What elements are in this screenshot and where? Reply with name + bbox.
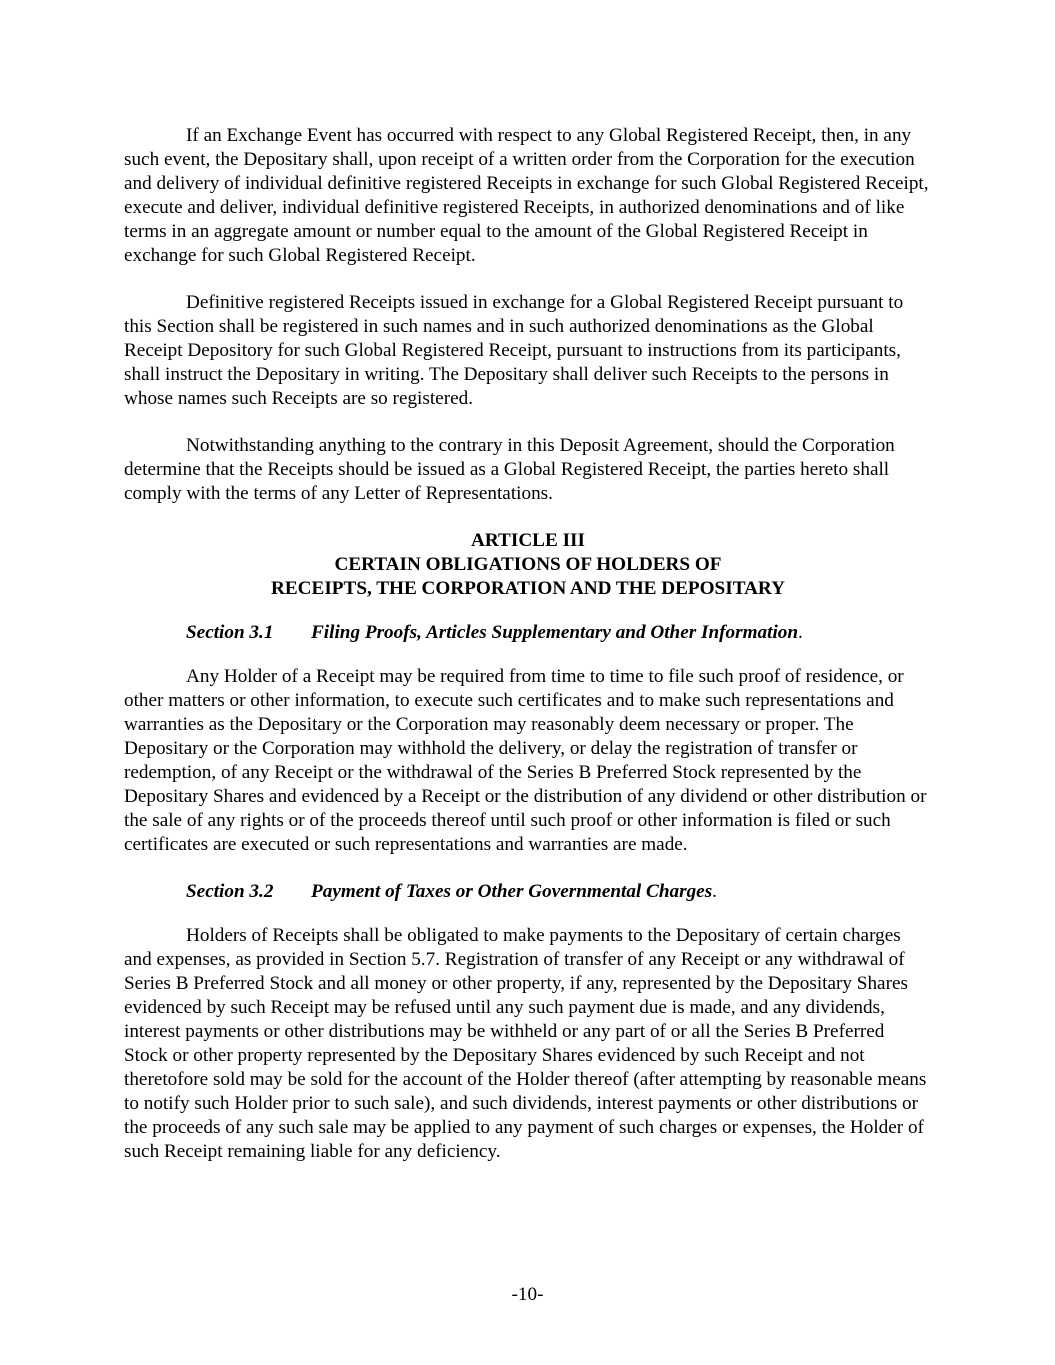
section-number: Section 3.1 xyxy=(186,622,274,643)
section-title: Payment of Taxes or Other Governmental Charges xyxy=(311,881,713,902)
section-body-3-2: Holders of Receipts shall be obligated to make payments to the Depositary of certain charges and expenses, as provided in Section 5.7. Registration of transfer of any Receipt or any withdrawal of Series B Preferred Stock and all money or other property, if any, represented by the Depositary Shares evidenced by such Receipt may be refused until any such payment due is made, and any dividends, interest payments or other distributions may be withheld or any part of or all the Series B Preferred Stock or other property represented by the Depositary Shares evidenced by such Receipt and not theretofore sold may be sold for the account of the Holder thereof (after attempting by reasonable means to notify such Holder prior to such sale), and such dividends, interest payments or other distributions or the proceeds of any such sale may be applied to any payment of such charges or expenses, the Holder of such Receipt remaining liable for any deficiency. xyxy=(124,925,927,1162)
section-heading-3-2 xyxy=(124,880,932,904)
article-heading xyxy=(124,529,932,601)
page-number: -10- xyxy=(511,1284,544,1305)
document-page xyxy=(124,124,932,1187)
section-body-3-1: Any Holder of a Receipt may be required from time to time to file such proof of residence, or other matters or other information, to execute such certificates and to make such representations and warranties as the Depositary or the Corporation may reasonably deem necessary or proper. The Depositary or the Corporation may withhold the delivery, or delay the registration of transfer or redemption, of any Receipt or the withdrawal of the Series B Preferred Stock represented by the Depositary Shares and evidenced by a Receipt or the distribution of any dividend or other distribution or the sale of any rights or of the proceeds thereof until such proof or other information is filed or such certificates are executed or such representations and warranties are made. xyxy=(124,666,927,855)
paragraph-notwithstanding: Notwithstanding anything to the contrary in this Deposit Agreement, should the Corporation determine that the Receipts should be issued as a Global Registered Receipt, the parties hereto shall comply with the terms of any Letter of Representations. xyxy=(124,435,895,504)
section-title-period: . xyxy=(798,622,803,643)
section-number: Section 3.2 xyxy=(186,881,274,902)
section-title: Filing Proofs, Articles Supplementary and Other Information xyxy=(311,622,799,643)
paragraph-exchange-event: If an Exchange Event has occurred with respect to any Global Registered Receipt, then, in any such event, the Depositary shall, upon receipt of a written order from the Corporation for the execution and delivery of individual definitive registered Receipts in exchange for such Global Registered Receipt, execute and deliver, individual definitive registered Receipts, in authorized denominations and of like terms in an aggregate amount or number equal to the amount of the Global Registered Receipt in exchange for such Global Registered Receipt. xyxy=(124,125,929,266)
article-number: ARTICLE III xyxy=(471,530,585,551)
article-title-line-2: RECEIPTS, THE CORPORATION AND THE DEPOSITARY xyxy=(271,578,785,599)
section-heading-3-1 xyxy=(124,621,932,645)
article-title-line-1: CERTAIN OBLIGATIONS OF HOLDERS OF xyxy=(334,554,722,575)
section-title-period: . xyxy=(712,881,717,902)
paragraph-definitive-receipts: Definitive registered Receipts issued in exchange for a Global Registered Receipt pursuant to this Section shall be registered in such names and in such authorized denominations as the Global Receipt Depository for such Global Registered Receipt, pursuant to instructions from its participants, shall instruct the Depositary in writing. The Depositary shall deliver such Receipts to the persons in whose names such Receipts are so registered. xyxy=(124,292,904,409)
